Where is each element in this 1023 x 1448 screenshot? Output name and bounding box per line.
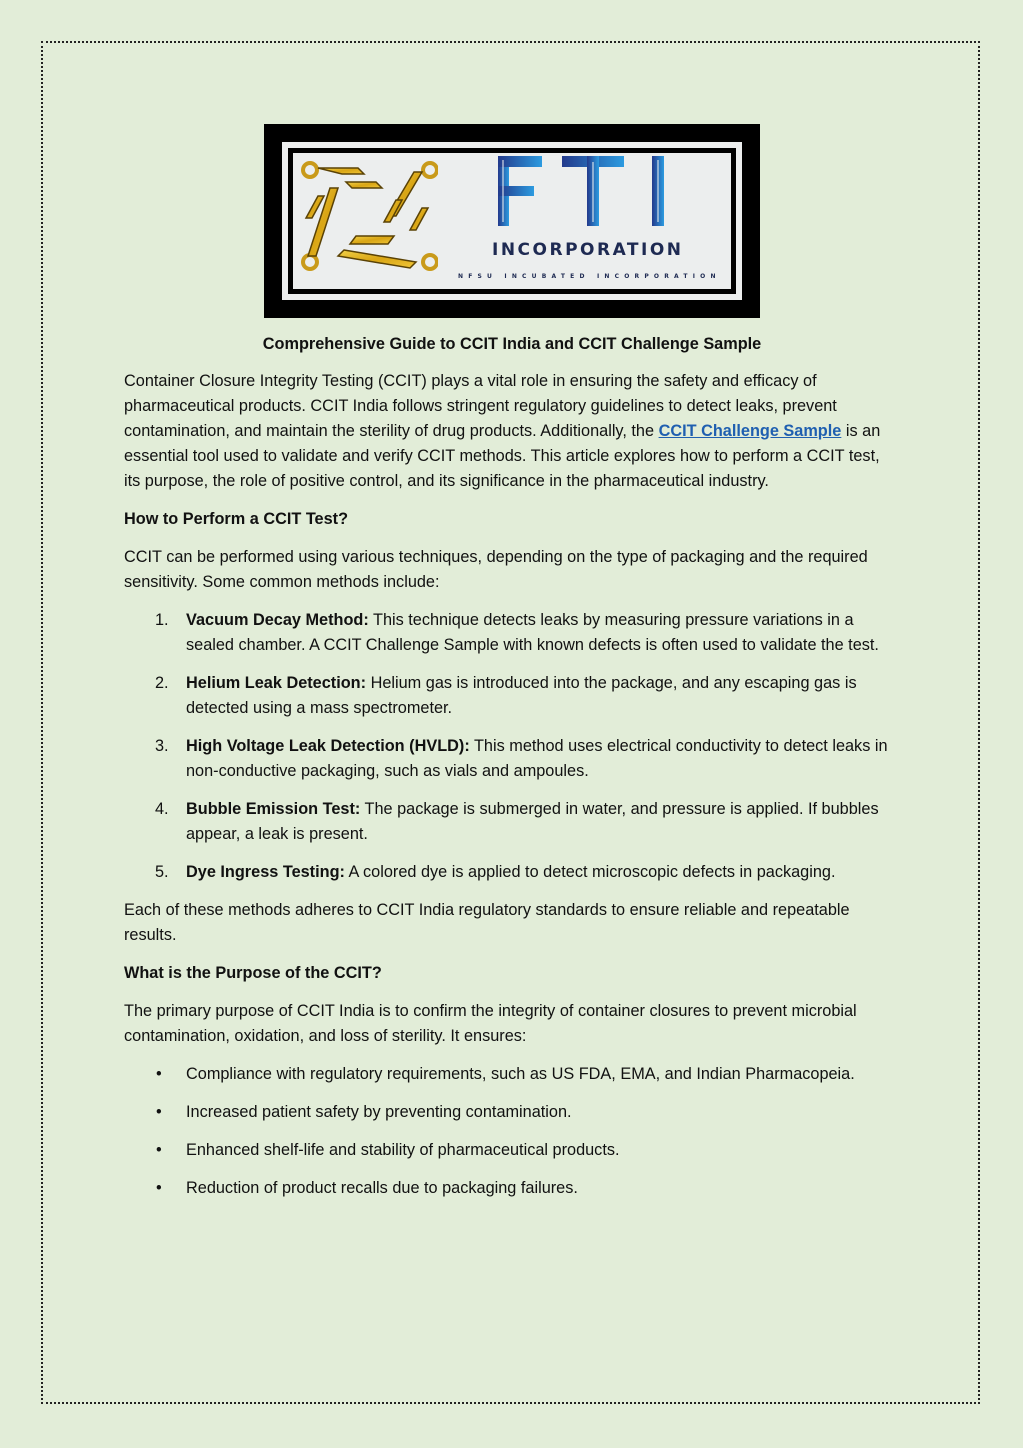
logo-incorporation-text: INCORPORATION xyxy=(492,240,684,260)
method-term: High Voltage Leak Detection (HVLD): xyxy=(186,737,470,755)
bullet-text: Enhanced shelf-life and stability of pharmaceutical products. xyxy=(186,1141,620,1159)
method-text: This method uses electrical conductivity to detect leaks in non-conductive packaging, such as vials and ampoules. xyxy=(186,737,888,780)
method-text: The package is submerged in water, and pressure is applied. If bubbles appear, a leak is present. xyxy=(186,800,879,843)
company-logo xyxy=(264,124,760,318)
methods-list xyxy=(124,608,900,885)
method-term: Bubble Emission Test: xyxy=(186,800,361,818)
method-text: Helium gas is introduced into the package, and any escaping gas is detected using a mass spectrometer. xyxy=(186,674,857,717)
method-term: Dye Ingress Testing: xyxy=(186,863,345,881)
bullet-text: Compliance with regulatory requirements, such as US FDA, EMA, and Indian Pharmacopeia. xyxy=(186,1065,855,1083)
method-text: This technique detects leaks by measuring pressure variations in a sealed chamber. A CCIT Challenge Sample with known defects is often used to validate the test. xyxy=(186,611,879,654)
list-item xyxy=(124,860,900,885)
article-body xyxy=(124,332,900,1214)
method-term: Helium Leak Detection: xyxy=(186,674,367,692)
section-heading-purpose: What is the Purpose of the CCIT? xyxy=(124,964,382,982)
section-closing-perform: Each of these methods adheres to CCIT India regulatory standards to ensure reliable and repeatable results. xyxy=(124,901,850,944)
list-number: 5. xyxy=(155,863,169,881)
list-number: 3. xyxy=(155,737,169,755)
bullet-icon: • xyxy=(156,1103,162,1121)
list-item xyxy=(124,671,900,721)
list-number: 2. xyxy=(155,674,169,692)
ccit-challenge-sample-link[interactable]: CCIT Challenge Sample xyxy=(658,422,842,440)
list-item xyxy=(124,1062,900,1087)
section-heading-perform: How to Perform a CCIT Test? xyxy=(124,510,349,528)
intro-paragraph xyxy=(124,369,900,494)
method-text: A colored dye is applied to detect microscopic defects in packaging. xyxy=(344,863,836,881)
fti-wordmark xyxy=(492,148,692,228)
method-term: Vacuum Decay Method: xyxy=(186,611,369,629)
list-item xyxy=(124,797,900,847)
list-number: 4. xyxy=(155,800,169,818)
list-item xyxy=(124,1176,900,1201)
intro-text-before: Container Closure Integrity Testing (CCIT) plays a vital role in ensuring the safety and efficacy of pharmaceutical products. CCIT India follows stringent regulatory guidelines to detect leaks, prevent contamination, and maintain the sterility of drug products. Additionally, the xyxy=(124,372,837,440)
intro-text-after: is an essential tool used to validate and verify CCIT methods. This article explores how to perform a CCIT test, its purpose, the role of positive control, and its significance in the pharmaceutical industry. xyxy=(124,422,881,490)
list-item xyxy=(124,1138,900,1163)
list-number: 1. xyxy=(155,611,169,629)
bullet-icon: • xyxy=(156,1065,162,1083)
bullet-text: Increased patient safety by preventing contamination. xyxy=(186,1103,572,1121)
list-item xyxy=(124,734,900,784)
page-title: Comprehensive Guide to CCIT India and CCIT Challenge Sample xyxy=(262,335,762,353)
list-item xyxy=(124,608,900,658)
bullet-text: Reduction of product recalls due to packaging failures. xyxy=(186,1179,578,1197)
section-lead-perform: CCIT can be performed using various techniques, depending on the type of packaging and the required sensitivity. Some common methods include: xyxy=(124,548,868,591)
circuit-logo-icon xyxy=(298,156,438,276)
logo-subtitle: NFSU INCUBATED INCORPORATION xyxy=(458,273,721,280)
section-lead-purpose: The primary purpose of CCIT India is to confirm the integrity of container closures to prevent microbial contamination, oxidation, and loss of sterility. It ensures: xyxy=(124,1002,857,1045)
list-item xyxy=(124,1100,900,1125)
bullet-icon: • xyxy=(156,1141,162,1159)
purpose-list xyxy=(124,1062,900,1201)
bullet-icon: • xyxy=(156,1179,162,1197)
